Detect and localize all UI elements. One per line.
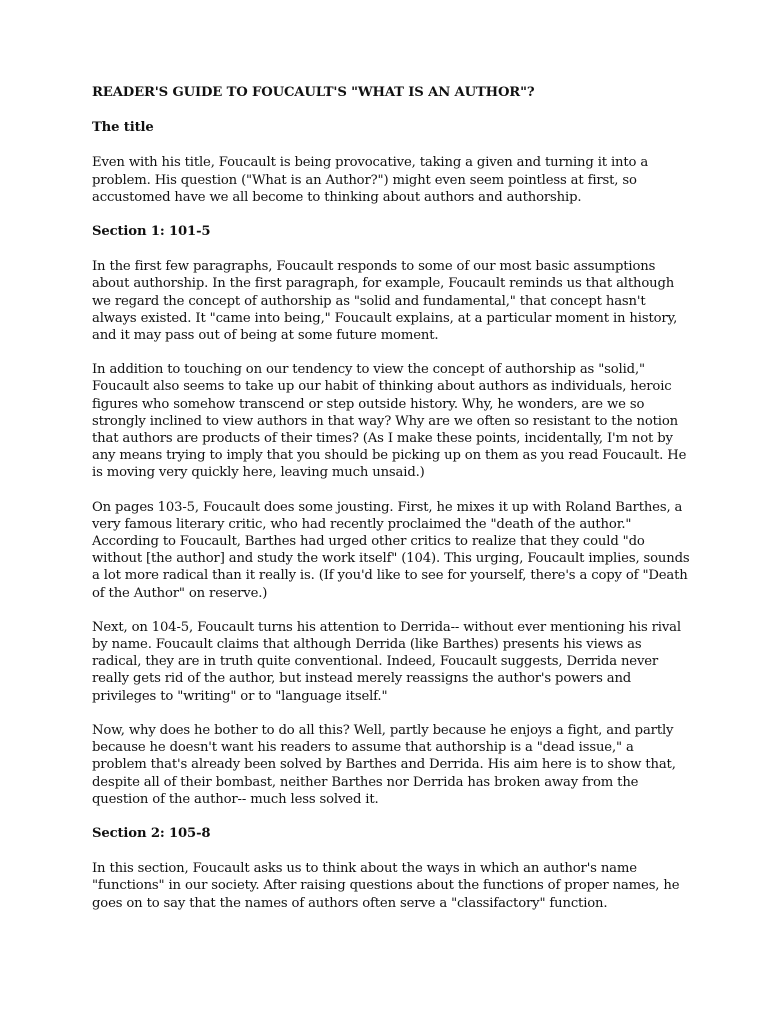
paragraph: In the first few paragraphs, Foucault responds to some of our most basic assumptions about authorship. In the first paragraph, for example, Foucault reminds us that although we regard the concept of authorship as "solid and fundamental," that concept hasn't always existed. It "came into being," Foucault explains, at a particular moment in history, and it may pass out of being at some future moment.: [92, 259, 678, 344]
paragraph: On pages 103-5, Foucault does some jousting. First, he mixes it up with Roland Barthes, a very famous literary critic, who had recently proclaimed the "death of the author." According to Foucault, Barthes had urged other critics to realize that they could "do without [the author] and study the work itself" (104). This urging, Foucault implies, sounds a lot more radical than it really is. (If you'd like to see for yourself, there's a copy of "Death of the Author" on reserve.): [92, 499, 690, 601]
paragraph: Now, why does he bother to do all this? Well, partly because he enjoys a fight, and partly because he doesn't want his readers to assume that authorship is a "dead issue," a problem that's already been solved by Barthes and Derrida. His aim here is to show that, despite all of their bombast, neither Barthes nor Derrida has broken away from the question of the author-- much less solved it.: [92, 722, 676, 807]
section-heading-section-2: Section 2: 105-8: [92, 825, 211, 841]
section-heading-title: The title: [92, 120, 154, 136]
paragraph: In this section, Foucault asks us to think about the ways in which an author's name "functions" in our society. After raising questions about the functions of proper names, he goes on to say that the names of authors often serve a "classifactory" function.: [92, 861, 680, 911]
paragraph: Next, on 104-5, Foucault turns his attention to Derrida-- without ever mentioning his rival by name. Foucault claims that although Derrida (like Barthes) presents his views as radical, they are in truth quite conventional. Indeed, Foucault suggests, Derrida never really gets rid of the author, but instead merely reassigns the author's powers and privileges to "writing" or to "language itself.": [92, 619, 681, 704]
paragraph: In addition to touching on our tendency to view the concept of authorship as "solid," Foucault also seems to take up our habit of thinking about authors as individuals, heroic figures who somehow transcend or step outside history. Why, he wonders, are we so strongly inclined to view authors in that way? Why are we often so resistant to the notion that authors are products of their times? (As I make these points, incidentally, I'm not by any means trying to imply that you should be picking up on them as you read Foucault. He is moving very quickly here, leaving much unsaid.): [92, 362, 687, 481]
section-heading-section-1: Section 1: 101-5: [92, 224, 211, 240]
document-title: READER'S GUIDE TO FOUCAULT'S "WHAT IS AN AUTHOR"?: [92, 85, 535, 100]
paragraph: Even with his title, Foucault is being provocative, taking a given and turning it into a problem. His question ("What is an Author?") might even seem pointless at first, so accustomed have we all become to thinking about authors and authorship.: [92, 155, 649, 205]
document-page: [92, 84, 692, 929]
